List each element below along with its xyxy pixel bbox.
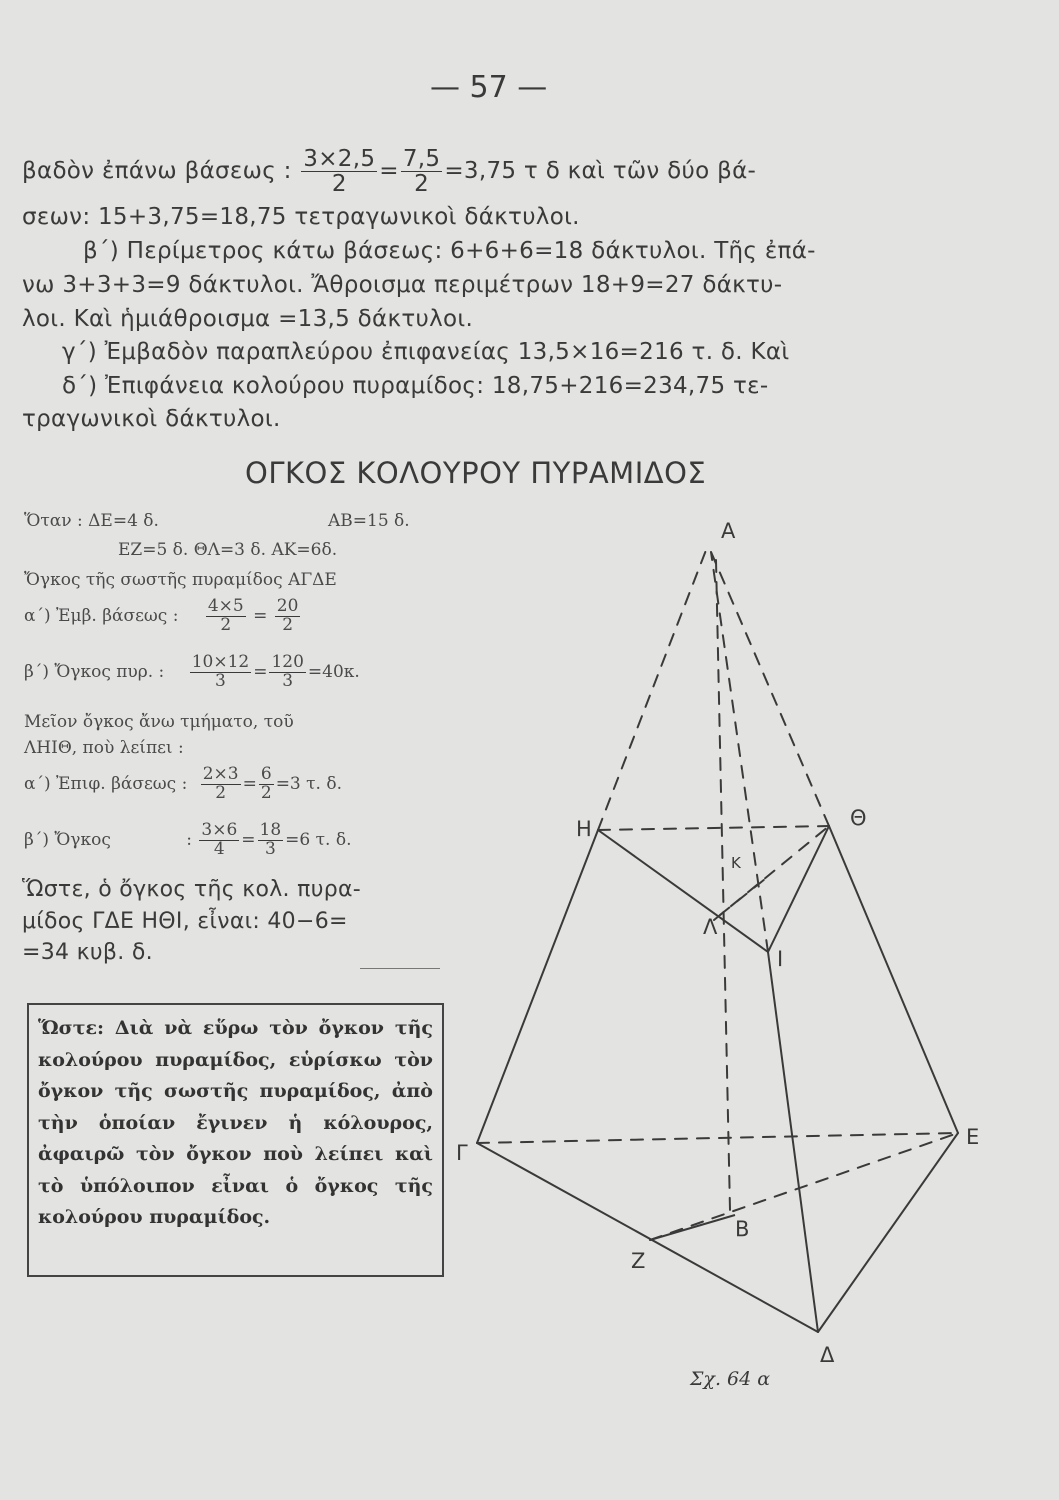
edge-iota-theta — [768, 826, 829, 952]
label-Delta: Δ — [820, 1343, 835, 1367]
numerator: 3×2,5 — [303, 146, 376, 172]
minus-line-1: Μεῖον ὄγκος ἄνω τμήματο, τοῦ — [24, 712, 294, 732]
result-line-1: Ὥστε, ὁ ὄγκος τῆς κολ. πυρα- — [22, 877, 362, 902]
label-I: Ι — [777, 947, 784, 971]
apex-eta-dashed — [598, 545, 708, 830]
numerator: 18 — [259, 820, 282, 840]
figure-caption: Σχ. 64 α — [690, 1368, 771, 1390]
denominator: 2 — [215, 782, 227, 803]
label-H: Η — [576, 817, 592, 841]
segment-z-b — [650, 1215, 735, 1240]
text-line-2: σεων: 15+3,75=18,75 τετραγωνικοὶ δάκτυλοι. — [22, 204, 580, 230]
given-line-1b: ΑΒ=15 δ. — [328, 511, 410, 531]
apex-theta-dashed — [708, 545, 829, 826]
page-number: — 57 — — [430, 70, 548, 105]
edge-gamma-eta — [477, 830, 598, 1143]
text-line-3: β΄) Περίμετρος κάτω βάσεως: 6+6+6=18 δάκτυλοι. Τῆς ἐπά- — [83, 238, 816, 264]
text-line-8: τραγωνικοὶ δάκτυλοι. — [22, 406, 281, 432]
equals: = — [242, 773, 257, 794]
calc-b2-label: β΄) Ὄγκος — [24, 829, 111, 850]
result-line-2: μίδος ΓΔΕ ΗΘΙ, εἶναι: 40−6= — [22, 909, 348, 934]
label-Lambda: Λ — [703, 915, 718, 939]
equals: = — [379, 158, 399, 185]
minus-line-2: ΛΗΙΘ, ποὺ λείπει : — [24, 738, 184, 758]
label-Gamma: Γ — [456, 1141, 468, 1165]
numerator: 2×3 — [202, 764, 239, 784]
denominator: 2 — [282, 614, 294, 635]
edge-epsilon-theta — [829, 826, 958, 1133]
numerator: 20 — [276, 596, 299, 616]
median-lambda-theta — [714, 826, 829, 920]
equals: = — [253, 605, 268, 626]
text-line-7: δ΄) Ἐπιφάνεια κολούρου πυραμίδος: 18,75+216=234,75 τε- — [62, 373, 769, 399]
numerator: 3×6 — [201, 820, 238, 840]
denominator: 2 — [331, 171, 347, 198]
denominator: 4 — [213, 838, 225, 859]
equals: = — [241, 829, 256, 850]
result-line-3: =34 κυβ. δ. — [22, 940, 153, 965]
label-E: Ε — [966, 1125, 980, 1149]
text-line-5: λοι. Καὶ ἡμιάθροισμα =13,5 δάκτυλοι. — [22, 306, 474, 332]
given-line-2: ΕΖ=5 δ. ΘΛ=3 δ. ΑΚ=6δ. — [118, 540, 338, 560]
label-Theta: Θ — [850, 806, 867, 830]
edge-gamma-delta — [477, 1143, 818, 1332]
denominator: 2 — [414, 171, 430, 198]
section-title: ΟΓΚΟΣ ΚΟΛΟΥΡΟΥ ΠΥΡΑΜΙΔΟΣ — [245, 456, 707, 490]
edge-delta-iota — [768, 952, 818, 1332]
line1-tail: =3,75 τ δ καὶ τῶν δύο βά- — [444, 158, 757, 185]
result: =6 τ. δ. — [285, 829, 352, 850]
edge-eta-theta-hidden — [598, 826, 829, 830]
denominator: 3 — [215, 670, 226, 691]
denominator: 3 — [282, 670, 294, 691]
colon: : — [186, 829, 192, 850]
rule-box-text: Ὥστε: Διὰ νὰ εὕρω τὸν ὄγκον τῆς κολούρου πυραμίδος, εὑρίσκω τὸν ὄγκον τῆς σωστῆς πυραμίδος, ἀπὸ τὴν ὁποίαν ἔγινεν ἡ κόλουρος, ἀφαιρῶ τὸν ὄγκον ποὺ λείπει καὶ τὸ ὑπόλοιπον εἶναι ὁ ὄγκος τῆς κολούρου πυραμίδος. — [38, 1017, 433, 1228]
text-line-6: γ΄) Ἐμβαδὸν παραπλεύρου ἐπιφανείας 13,5×16=216 τ. δ. Καὶ — [62, 339, 790, 365]
result: =3 τ. δ. — [275, 773, 343, 794]
equals: = — [253, 661, 268, 682]
calc-a2-label: α΄) Ἐπιφ. βάσεως : — [24, 773, 188, 794]
height-line — [716, 560, 730, 1210]
label-K: Κ — [731, 854, 741, 872]
denominator: 2 — [220, 614, 232, 635]
apex-iota-dashed — [711, 552, 768, 952]
denominator: 2 — [260, 782, 272, 803]
numerator: 4×5 — [207, 596, 244, 616]
calc-a-label: α΄) Ἐμβ. βάσεως : — [24, 605, 179, 626]
numerator: 120 — [271, 652, 304, 672]
edge-delta-epsilon — [818, 1133, 958, 1332]
numerator: 6 — [260, 764, 272, 784]
calc-b-label: β΄) Ὄγκος πυρ. : — [24, 661, 165, 682]
numerator: 10×12 — [191, 652, 250, 672]
given-line-1: Ὅταν : ΔΕ=4 δ. — [24, 511, 159, 531]
denominator: 3 — [264, 838, 276, 859]
edge-eta-iota — [598, 830, 768, 952]
label-A: Α — [721, 519, 736, 543]
given-line-3: Ὄγκος τῆς σωστῆς πυραμίδος ΑΓΔΕ — [24, 570, 337, 590]
label-Z: Ζ — [631, 1249, 646, 1273]
text-line-4: νω 3+3+3=9 δάκτυλοι. Ἄθροισμα περιμέτρων 18+9=27 δάκτυ- — [22, 272, 783, 298]
numerator: 7,5 — [402, 146, 441, 172]
result: =40κ. — [307, 661, 360, 682]
edge-gamma-epsilon-hidden — [477, 1133, 958, 1143]
label-B: Β — [735, 1217, 750, 1241]
line1-lead: βαδὸν ἐπάνω βάσεως : — [22, 158, 292, 185]
